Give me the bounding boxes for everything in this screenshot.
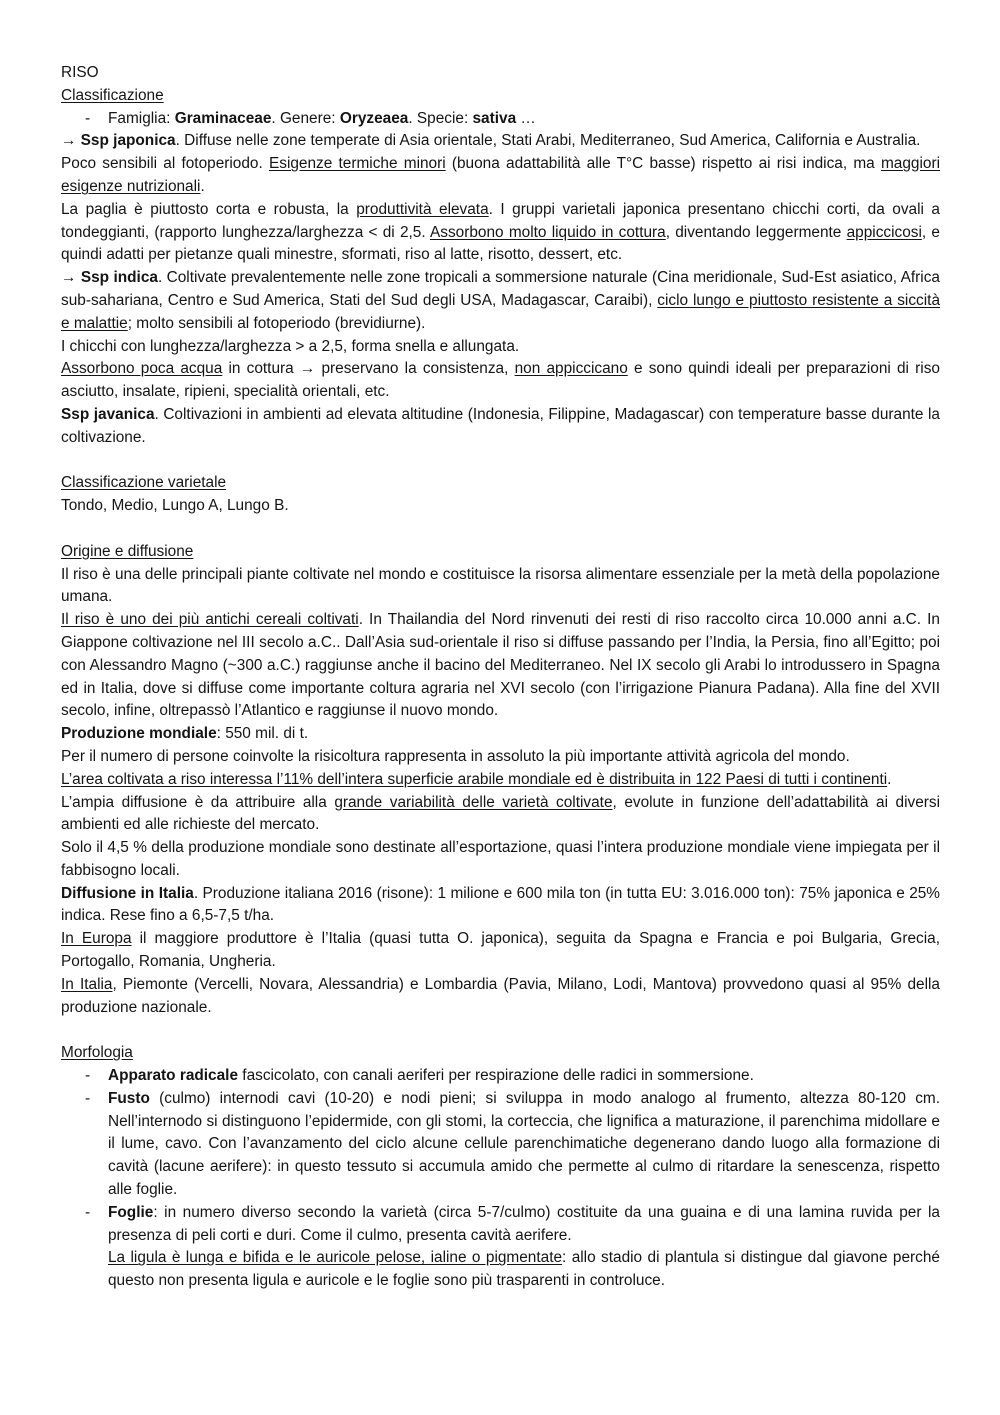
paragraph-indica: → Ssp indica. Coltivate prevalentemente nelle zone tropicali a sommersione naturale (Cina meridionale, Sud-Est asiatico, Africa sub-sahariana, Centro e Sud America, Stati del Sud degli USA, Madagascar, Caraibi), ciclo lungo e piuttosto resistente a siccità e malattie; molto sensibili al fotoperiodo (brevidiurne). — [61, 269, 940, 332]
paragraph-europa: In Europa il maggiore produttore è l’Italia (quasi tutta O. japonica), seguita da Spagna e Francia e poi Bulgaria, Grecia, Portogallo, Romania, Ungheria. — [61, 930, 940, 971]
list-dash: - — [85, 1067, 91, 1085]
paragraph-origine-4: Per il numero di persone coinvolte la risicoltura rappresenta in assoluto la più importante attività agricola del mondo. — [61, 747, 850, 765]
paragraph-japonica-fotoperiodo: Poco sensibili al fotoperiodo. Esigenze termiche minori (buona adattabilità alle T°C basse) rispetto ai risi indica, ma maggiori esigenze nutrizionali. — [61, 155, 940, 195]
document-page — [61, 62, 940, 1293]
paragraph-origine-2: Il riso è uno dei più antichi cereali coltivati. In Thailandia del Nord rinvenuti dei resti di riso raccolto circa 10.000 anni a.C. In Giappone coltivazione nel III secolo a.C.. Dall’Asia sud-orientale il riso si diffuse passando per l’India, la Persia, fino all’Egitto; poi con Alessandro Magno (~300 a.C.) raggiunse anche il bacino del Mediterraneo. Nel IX secolo gli Arabi lo introdussero in Spagna ed in Italia, dove si diffuse come importante coltura agraria nel XVI secolo (con l’irrigazione Pianura Padana). Alla fine del XVII secolo, infine, oltrepassò l’Atlantico e raggiunse il nuovo mondo. — [61, 611, 940, 720]
paragraph-japonica-paglia: La paglia è piuttosto corta e robusta, la produttività elevata. I gruppi varietali japonica presentano chicchi corti, da ovali a tondeggianti, (rapporto lunghezza/larghezza < di 2,5. Assorbono molto liquido in cottura, diventando leggermente appiccicosi, e quindi adatti per pietanze quali minestre, sformati, riso al latte, risotto, dessert, etc. — [61, 200, 940, 264]
paragraph-origine-5: L’area coltivata a riso interessa l’11% dell’intera superficie arabile mondiale ed è distribuita in 122 Paesi di tutti i continenti. — [61, 770, 892, 788]
list-item-apparato-radicale: - Apparato radicale fascicolato, con canali aeriferi per respirazione delle radici in sommersione. — [61, 1065, 940, 1088]
paragraph-indica-cottura: Assorbono poca acqua in cottura → preservano la consistenza, non appiccicano e sono quindi ideali per preparazioni di riso asciutto, insalate, ripieni, specialità orientali, etc. — [61, 360, 940, 401]
list-dash: - — [85, 1203, 91, 1221]
section-heading-morfologia: Morfologia — [61, 1044, 133, 1062]
section-heading-origine: Origine e diffusione — [61, 542, 194, 560]
section-heading-classificazione: Classificazione — [61, 86, 164, 104]
paragraph-indica-chicchi: I chicchi con lunghezza/larghezza > a 2,5, forma snella e allungata. — [61, 337, 520, 355]
arrow-icon: → — [61, 132, 77, 150]
paragraph-japonica: → Ssp japonica. Diffuse nelle zone temperate di Asia orientale, Stati Arabi, Mediterraneo, Sud America, California e Australia. — [61, 132, 921, 150]
paragraph-diffusione-italia: Diffusione in Italia. Produzione italiana 2016 (risone): 1 milione e 600 mila ton (in tutta EU: 3.016.000 ton): 75% japonica e 25% indica. Rese fino a 6,5-7,5 t/ha. — [61, 884, 940, 925]
paragraph-italia: In Italia, Piemonte (Vercelli, Novara, Alessandria) e Lombardia (Pavia, Milano, Lodi, Mantova) provvedono quasi al 95% della produzione nazionale. — [61, 975, 940, 1016]
arrow-icon: → — [61, 269, 77, 287]
document-title: RISO — [61, 64, 99, 81]
spacer — [61, 1019, 940, 1042]
paragraph-origine-1: Il riso è una delle principali piante coltivate nel mondo e costituisce la risorsa alimentare essenziale per la metà della popolazione umana. — [61, 565, 940, 606]
paragraph-produzione-mondiale: Produzione mondiale: 550 mil. di t. — [61, 725, 309, 743]
paragraph-origine-6: L’ampia diffusione è da attribuire alla grande variabilità delle varietà coltivate, evolute in funzione dell’adattabilità ai diversi ambienti ed alle richieste del mercato. — [61, 793, 940, 834]
paragraph-origine-7: Solo il 4,5 % della produzione mondiale sono destinate all’esportazione, quasi l’intera produzione mondiale viene impiegata per il fabbisogno locali. — [61, 839, 940, 879]
spacer — [61, 518, 940, 541]
famiglia-text: Famiglia: Graminaceae. Genere: Oryzeaea. Specie: sativa … — [108, 109, 536, 127]
list-item-foglie: - Foglie: in numero diverso secondo la varietà (circa 5-7/culmo) costituite da una guaina e di una lamina ruvida per la presenza di peli corti e duri. Come il culmo, presenta cavità aerifere. La ligula è lunga e bifida e le auricole pelose, ialine o pigmentate: allo stadio di plantula si distingue dal giavone perché questo non presenta ligula e auricole e le foglie sono più trasparenti in controluce. — [61, 1202, 940, 1293]
paragraph-varietale: Tondo, Medio, Lungo A, Lungo B. — [61, 497, 289, 515]
list-item-famiglia — [61, 108, 940, 131]
paragraph-javanica: Ssp javanica. Coltivazioni in ambienti ad elevata altitudine (Indonesia, Filippine, Madagascar) con temperature basse durante la coltivazione. — [61, 405, 940, 446]
list-item-fusto: - Fusto (culmo) internodi cavi (10-20) e nodi pieni; si sviluppa in modo analogo al frumento, altezza 80-120 cm. Nell’internodo si distinguono l’epidermide, con gli stomi, la corteccia, che lignifica a maturazione, il parenchima midollare e il lume, cavo. Con l’avanzamento del ciclo alcune cellule parenchimatiche degenerano dando luogo alla formazione di cavità (lacune aerifere): in questo tessuto si accumula amido che permette al culmo di ritardare la senescenza, rispetto alle foglie. — [61, 1088, 940, 1202]
list-dash: - — [85, 109, 91, 127]
list-dash: - — [85, 1089, 91, 1107]
spacer — [61, 450, 940, 473]
section-heading-classificazione-varietale: Classificazione varietale — [61, 474, 227, 492]
